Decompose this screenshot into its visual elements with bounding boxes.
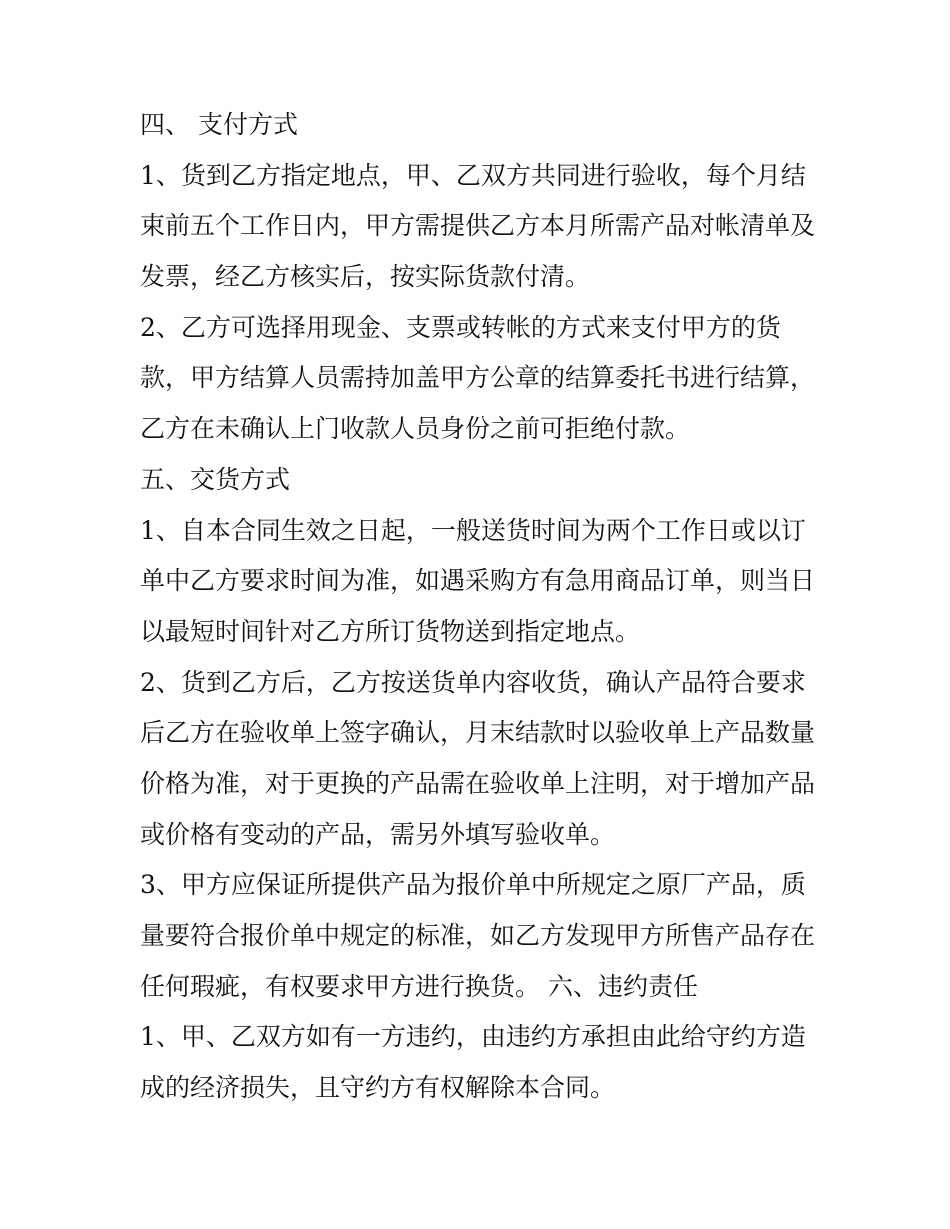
paragraph-line: 束前五个工作日内，甲方需提供乙方本月所需产品对帐清单及 [140,211,816,241]
document-page [140,100,816,1114]
paragraph-line-with-heading: 任何瑕疵，有权要求甲方进行换货。 六、违约责任 [140,971,698,1001]
paragraph-line: 2、货到乙方后，乙方按送货单内容收货，确认产品符合要求 [140,667,806,697]
paragraph-line: 款，甲方结算人员需持加盖甲方公章的结算委托书进行结算， [140,363,816,393]
paragraph-line: 价格为准，对于更换的产品需在验收单上注明，对于增加产品 [140,768,816,798]
paragraph-line: 单中乙方要求时间为准，如遇采购方有急用商品订单，则当日 [140,566,816,596]
section-heading-delivery: 五、交货方式 [140,464,291,494]
paragraph-line: 量要符合报价单中规定的标准，如乙方发现甲方所售产品存在 [140,921,816,950]
paragraph-line: 后乙方在验收单上签字确认，月末结款时以验收单上产品数量 [140,718,816,748]
paragraph-line: 1、甲、乙双方如有一方违约，由违约方承担由此给守约方造 [140,1022,806,1052]
paragraph-line: 成的经济损失，且守约方有权解除本合同。 [140,1073,616,1103]
paragraph-line: 以最短时间针对乙方所订货物送到指定地点。 [140,616,641,646]
paragraph-line: 2、乙方可选择用现金、支票或转帐的方式来支付甲方的货 [140,312,781,342]
paragraph-line: 发票，经乙方核实后，按实际货款付清。 [140,262,591,292]
paragraph-line: 3、甲方应保证所提供产品为报价单中所规定之原厂产品，质 [140,870,806,900]
paragraph-line: 乙方在未确认上门收款人员身份之前可拒绝付款。 [140,414,691,444]
paragraph-line: 或价格有变动的产品，需另外填写验收单。 [140,819,616,849]
paragraph-line: 1、货到乙方指定地点，甲、乙双方共同进行验收，每个月结 [140,160,806,190]
section-heading-payment: 四、 支付方式 [140,110,298,139]
paragraph-line: 1、自本合同生效之日起，一般送货时间为两个工作日或以订 [140,515,806,545]
